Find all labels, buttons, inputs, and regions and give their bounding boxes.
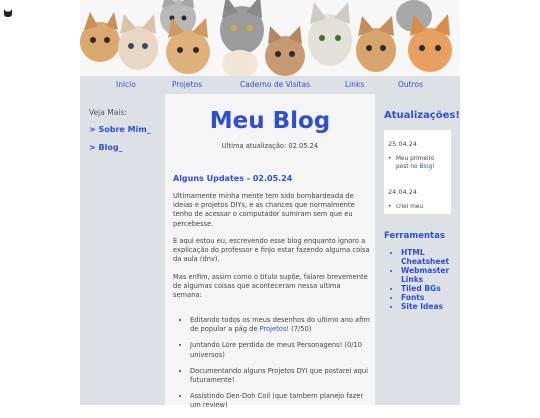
list-item [401,293,456,302]
updates-title: Atualizações! [384,110,460,121]
nav-link-inicio[interactable]: Inicio [116,80,136,89]
tools-title: Ferramentas [384,231,445,241]
updates-box[interactable] [384,130,451,214]
list-item-text: Juntando Lore perdida de meus Personagens! (0/10 universos) [190,341,363,359]
nav-link-caderno-de-visitas[interactable]: Caderno de Visitas [240,80,311,89]
update-date: 24.04.24 [388,188,417,196]
list-item-text: Documentando alguns Projetos DYI que postarei aqui futuramente! [190,366,369,385]
list-item [190,367,371,385]
page-container [80,0,460,410]
nav-link-projetos[interactable]: Projetos [172,80,203,89]
list-item [401,284,456,293]
cat-image [220,0,264,54]
list-item [190,316,371,334]
tools-list [384,248,456,311]
top-nav [80,76,460,94]
list-item [190,341,371,359]
update-date: 25.04.24 [388,140,417,148]
list-item-text: ! (7/50) [286,325,312,334]
list-item-text: Assistindo Den-Doh Coil (que tambem planejo fazer um review) [190,392,364,410]
update-text: Meu primeiro post no [396,156,435,170]
update-item [388,204,448,212]
right-sidebar [375,94,460,405]
tool-link-site-ideas[interactable]: Site Ideas [401,302,444,311]
tool-link-tiled-bgs[interactable]: Tiled BGs [401,284,441,293]
sidebar-link-sobre-mim[interactable]: > Sobre Mim_ [89,125,151,134]
sidebar-link-blog[interactable]: > Blog_ [89,143,123,152]
list-item [190,392,371,410]
update-item [388,156,448,171]
update-text: ! [432,163,435,170]
tool-link-webmaster-links[interactable]: Webmaster Links [401,266,450,284]
page-title: Meu Blog [209,108,331,134]
update-text: criei meu [396,204,424,210]
post-list [173,316,371,418]
left-sidebar [80,94,165,405]
sidebar-heading: Veja Mais: [89,108,127,117]
nav-link-outros[interactable]: Outros [398,80,424,89]
post-title: Alguns Updates - 02.05.24 [173,174,293,183]
list-item [401,248,456,266]
cat-banner-image [80,0,460,76]
blog-link[interactable]: Blog [419,163,433,170]
projetos-link[interactable]: Projetos [259,325,287,334]
post-paragraph: Ultimamente minha mente tem sido bombardeada de ideias e projetos DIYs, e as chances que normalmente tenho de acessar o computador sumiram sem que eu percebesse. [173,192,355,228]
list-item-text: Editando todos os meus desenhos do ultimo ano afim de popular a pág de [190,316,370,334]
post-paragraph: Mas enfim, assim como o titulo supõe, falarei brevemente de algumas coisas que aconteceram nessa ultima semana: [173,273,368,300]
nav-link-links[interactable]: Links [345,80,365,89]
main-content [165,94,375,410]
tool-link-html-cheatsheet[interactable]: HTML Cheatsheet [401,248,450,266]
cat-cursor-icon [3,3,13,13]
list-item [401,266,456,284]
post-paragraph: E aqui estou eu, escrevendo esse blog enquanto ignoro a explicação do professor e finjo estar fazendo alguma coisa da aula (dnv). [173,237,370,264]
tool-link-fonts[interactable]: Fonts [401,293,425,302]
cat-image [222,50,258,78]
last-update-text: Ultima atualização: 02.05.24 [221,142,319,150]
list-item [401,302,456,311]
